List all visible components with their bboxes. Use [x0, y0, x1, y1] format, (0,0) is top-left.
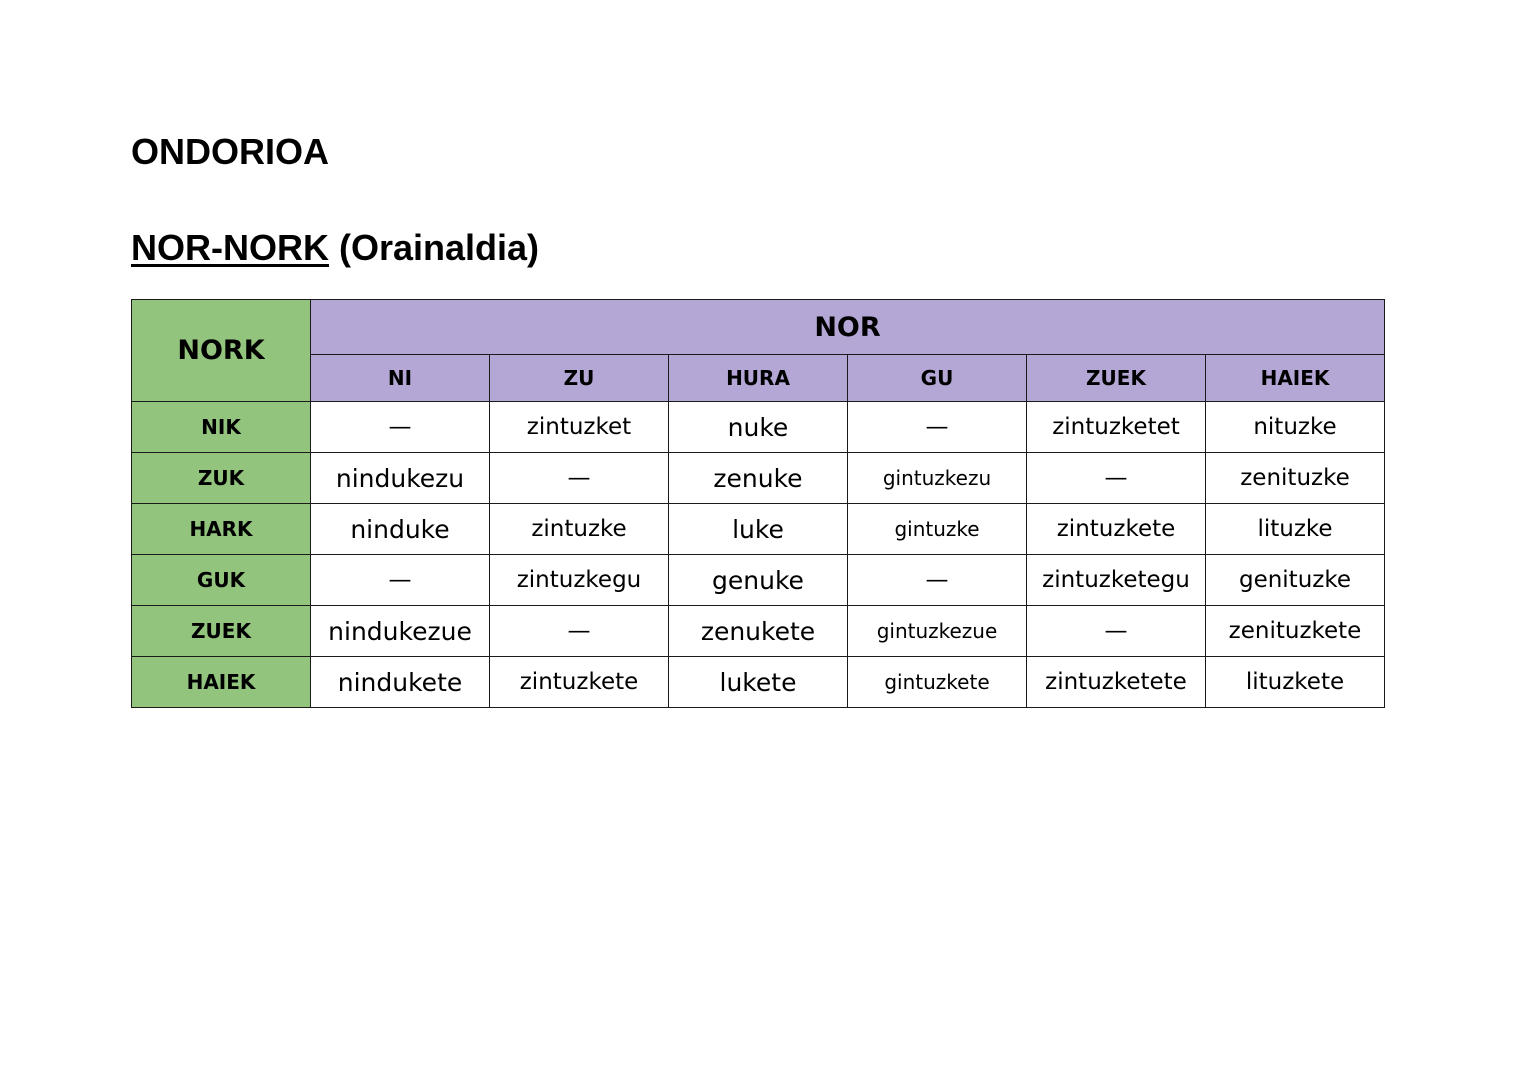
table-heading-tense: (Orainaldia): [328, 227, 540, 268]
table-cell: —: [1027, 453, 1206, 504]
table-cell: zenituzkete: [1206, 606, 1385, 657]
col-header-haiek: HAIEK: [1206, 355, 1385, 402]
table-cell: —: [311, 402, 490, 453]
table-cell: gintuzkezue: [848, 606, 1027, 657]
table-cell: zenituzke: [1206, 453, 1385, 504]
table-row-nik: [132, 402, 1385, 453]
table-cell: gintuzkezu: [848, 453, 1027, 504]
col-header-hura: HURA: [669, 355, 848, 402]
col-header-zu: ZU: [490, 355, 669, 402]
table-cell: lukete: [669, 657, 848, 708]
table-row-zuek: [132, 606, 1385, 657]
table-cell: —: [490, 606, 669, 657]
table-cell: —: [311, 555, 490, 606]
table-heading-underlined: NOR-NORK: [131, 227, 329, 268]
nor-header: NOR: [311, 300, 1385, 355]
table-cell: —: [490, 453, 669, 504]
table-cell: nindukezu: [311, 453, 490, 504]
table-cell: genuke: [669, 555, 848, 606]
table-cell: gintuzkete: [848, 657, 1027, 708]
table-row-guk: [132, 555, 1385, 606]
table-cell: zintuzke: [490, 504, 669, 555]
table-cell: zintuzketegu: [1027, 555, 1206, 606]
table-cell: genituzke: [1206, 555, 1385, 606]
row-header-guk: GUK: [132, 555, 311, 606]
table-cell: nituzke: [1206, 402, 1385, 453]
table-cell: gintuzke: [848, 504, 1027, 555]
table-cell: zenukete: [669, 606, 848, 657]
table-cell: zintuzkete: [490, 657, 669, 708]
table-cell: luke: [669, 504, 848, 555]
row-header-haiek: HAIEK: [132, 657, 311, 708]
table-row-zuk: [132, 453, 1385, 504]
table-cell: nindukete: [311, 657, 490, 708]
table-cell: zintuzkete: [1027, 504, 1206, 555]
row-header-zuek: ZUEK: [132, 606, 311, 657]
table-cell: nindukezue: [311, 606, 490, 657]
table-cell: zenuke: [669, 453, 848, 504]
table-heading: [131, 227, 539, 269]
table-cell: zintuzket: [490, 402, 669, 453]
table-cell: nuke: [669, 402, 848, 453]
table-cell: —: [848, 555, 1027, 606]
nork-header: NORK: [132, 300, 311, 402]
table-cell: ninduke: [311, 504, 490, 555]
table-cell: zintuzketet: [1027, 402, 1206, 453]
row-header-hark: HARK: [132, 504, 311, 555]
table-cell: —: [1027, 606, 1206, 657]
page-title: ONDORIOA: [131, 131, 329, 172]
conjugation-table: [131, 299, 1385, 708]
table-row-hark: [132, 504, 1385, 555]
row-header-nik: NIK: [132, 402, 311, 453]
table-cell: lituzkete: [1206, 657, 1385, 708]
col-header-ni: NI: [311, 355, 490, 402]
table-row-haiek: [132, 657, 1385, 708]
col-header-gu: GU: [848, 355, 1027, 402]
table-cell: —: [848, 402, 1027, 453]
table-cell: zintuzketete: [1027, 657, 1206, 708]
table-cell: lituzke: [1206, 504, 1385, 555]
row-header-zuk: ZUK: [132, 453, 311, 504]
table-cell: zintuzkegu: [490, 555, 669, 606]
col-header-zuek: ZUEK: [1027, 355, 1206, 402]
